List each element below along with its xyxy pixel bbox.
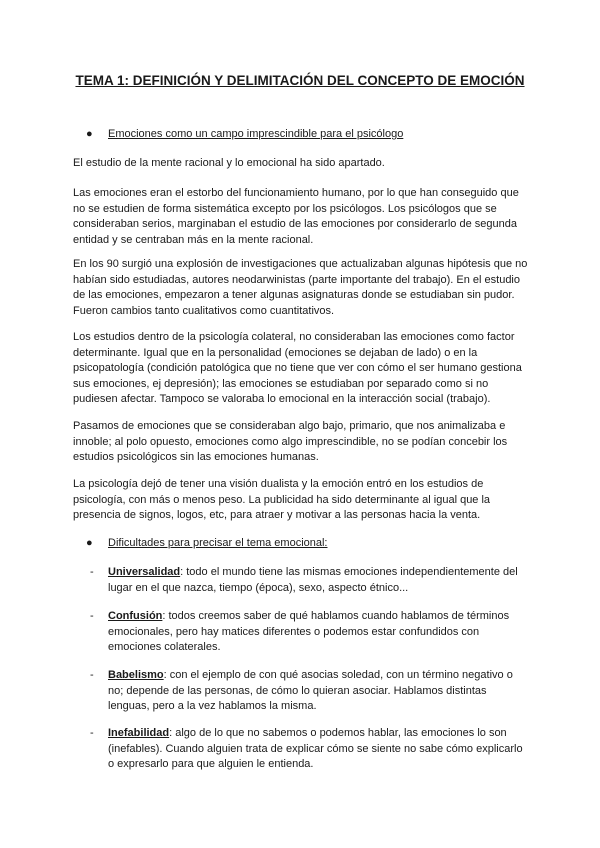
page-title: TEMA 1: DEFINICIÓN Y DELIMITACIÓN DEL CONCEPTO DE EMOCIÓN: [75, 73, 525, 88]
dash-icon: -: [90, 727, 94, 739]
bullet-icon: ●: [86, 537, 93, 549]
bullet-icon: ●: [86, 128, 93, 140]
list-item-body: [108, 668, 530, 715]
paragraph: En los 90 surgió una explosión de investigaciones que actualizaban algunas hipótesis que no habían sido estudiadas, autores neodarwinistas (parte importante del trabajo). En el estudio de las emociones, empezaron a tener algunas asignaturas donde se estudiaban sin pudor. Fueron cambios tanto cualitativos como cuantitativos.: [73, 258, 528, 317]
list-item-text: : todo el mundo tiene las mismas emociones independientemente del lugar en el que nazca, tiempo (época), sexo, aspecto étnico...: [108, 566, 518, 594]
dash-icon: -: [90, 566, 94, 578]
dash-icon: -: [90, 669, 94, 681]
list-item-text: : con el ejemplo de con qué asocias soledad, con un término negativo o no; depende de las personas, de cómo lo quieran asociar. Hablamos distintas lenguas, pero a la vez hablamos la misma.: [108, 669, 513, 713]
list-item-term: Universalidad: [108, 566, 181, 578]
paragraph: Pasamos de emociones que se consideraban algo bajo, primario, que nos animalizaba e innoble; al polo opuesto, emociones como algo imprescindible, no se podían concebir los estudios psicológicos sin las emociones humanas.: [73, 420, 508, 464]
list-item-body: [108, 565, 530, 596]
list-item-term: Confusión: [108, 610, 163, 622]
list-item-term: Babelismo: [108, 669, 164, 681]
list-item-text: : algo de lo que no sabemos o podemos hablar, las emociones lo son (inefables). Cuando alguien trata de explicar cómo se siente no sabe cómo explicarlo o expresarlo para que alguien le entienda.: [108, 727, 523, 771]
list-item-body: [108, 726, 530, 773]
dash-icon: -: [90, 610, 94, 622]
bullet-heading-text: Emociones como un campo imprescindible para el psicólogo: [108, 128, 404, 140]
paragraph: Los estudios dentro de la psicología colateral, no consideraban las emociones como factor determinante. Igual que en la personalidad (emociones se dejaban de lado) o en la psicopatología (condición patológica que no tiene que ver con cómo el ser humano gestiona sus emociones, ej depresión); las emociones se estudiaban por separado como si no pudiesen afectar. Tampoco se valoraba lo emocional en la interacción social (trabajo).: [73, 331, 522, 406]
bullet-heading-text: Dificultades para precisar el tema emocional:: [108, 537, 328, 549]
paragraph: La psicología dejó de tener una visión dualista y la emoción entró en los estudios de psicología, con más o menos peso. La publicidad ha sido determinante al igual que la presencia de signos, logos, etc, para atraer y motivar a las personas hacia la venta.: [73, 478, 491, 522]
list-item-term: Inefabilidad: [108, 727, 170, 739]
paragraph: El estudio de la mente racional y lo emocional ha sido apartado.: [73, 157, 385, 169]
paragraph: Las emociones eran el estorbo del funcionamiento humano, por lo que han conseguido que no se estudien de forma sistemática excepto por los psicólogos. Los psicólogos que se consideraban serios, marginaban el estudio de las emociones por considerarlo de segunda entidad y se centraban más en la mente racional.: [73, 187, 519, 246]
list-item-text: : todos creemos saber de qué hablamos cuando hablamos de términos emocionales, pero hay matices diferentes o podemos estar confundidos con emociones colaterales.: [108, 610, 510, 654]
list-item-body: [108, 609, 530, 656]
